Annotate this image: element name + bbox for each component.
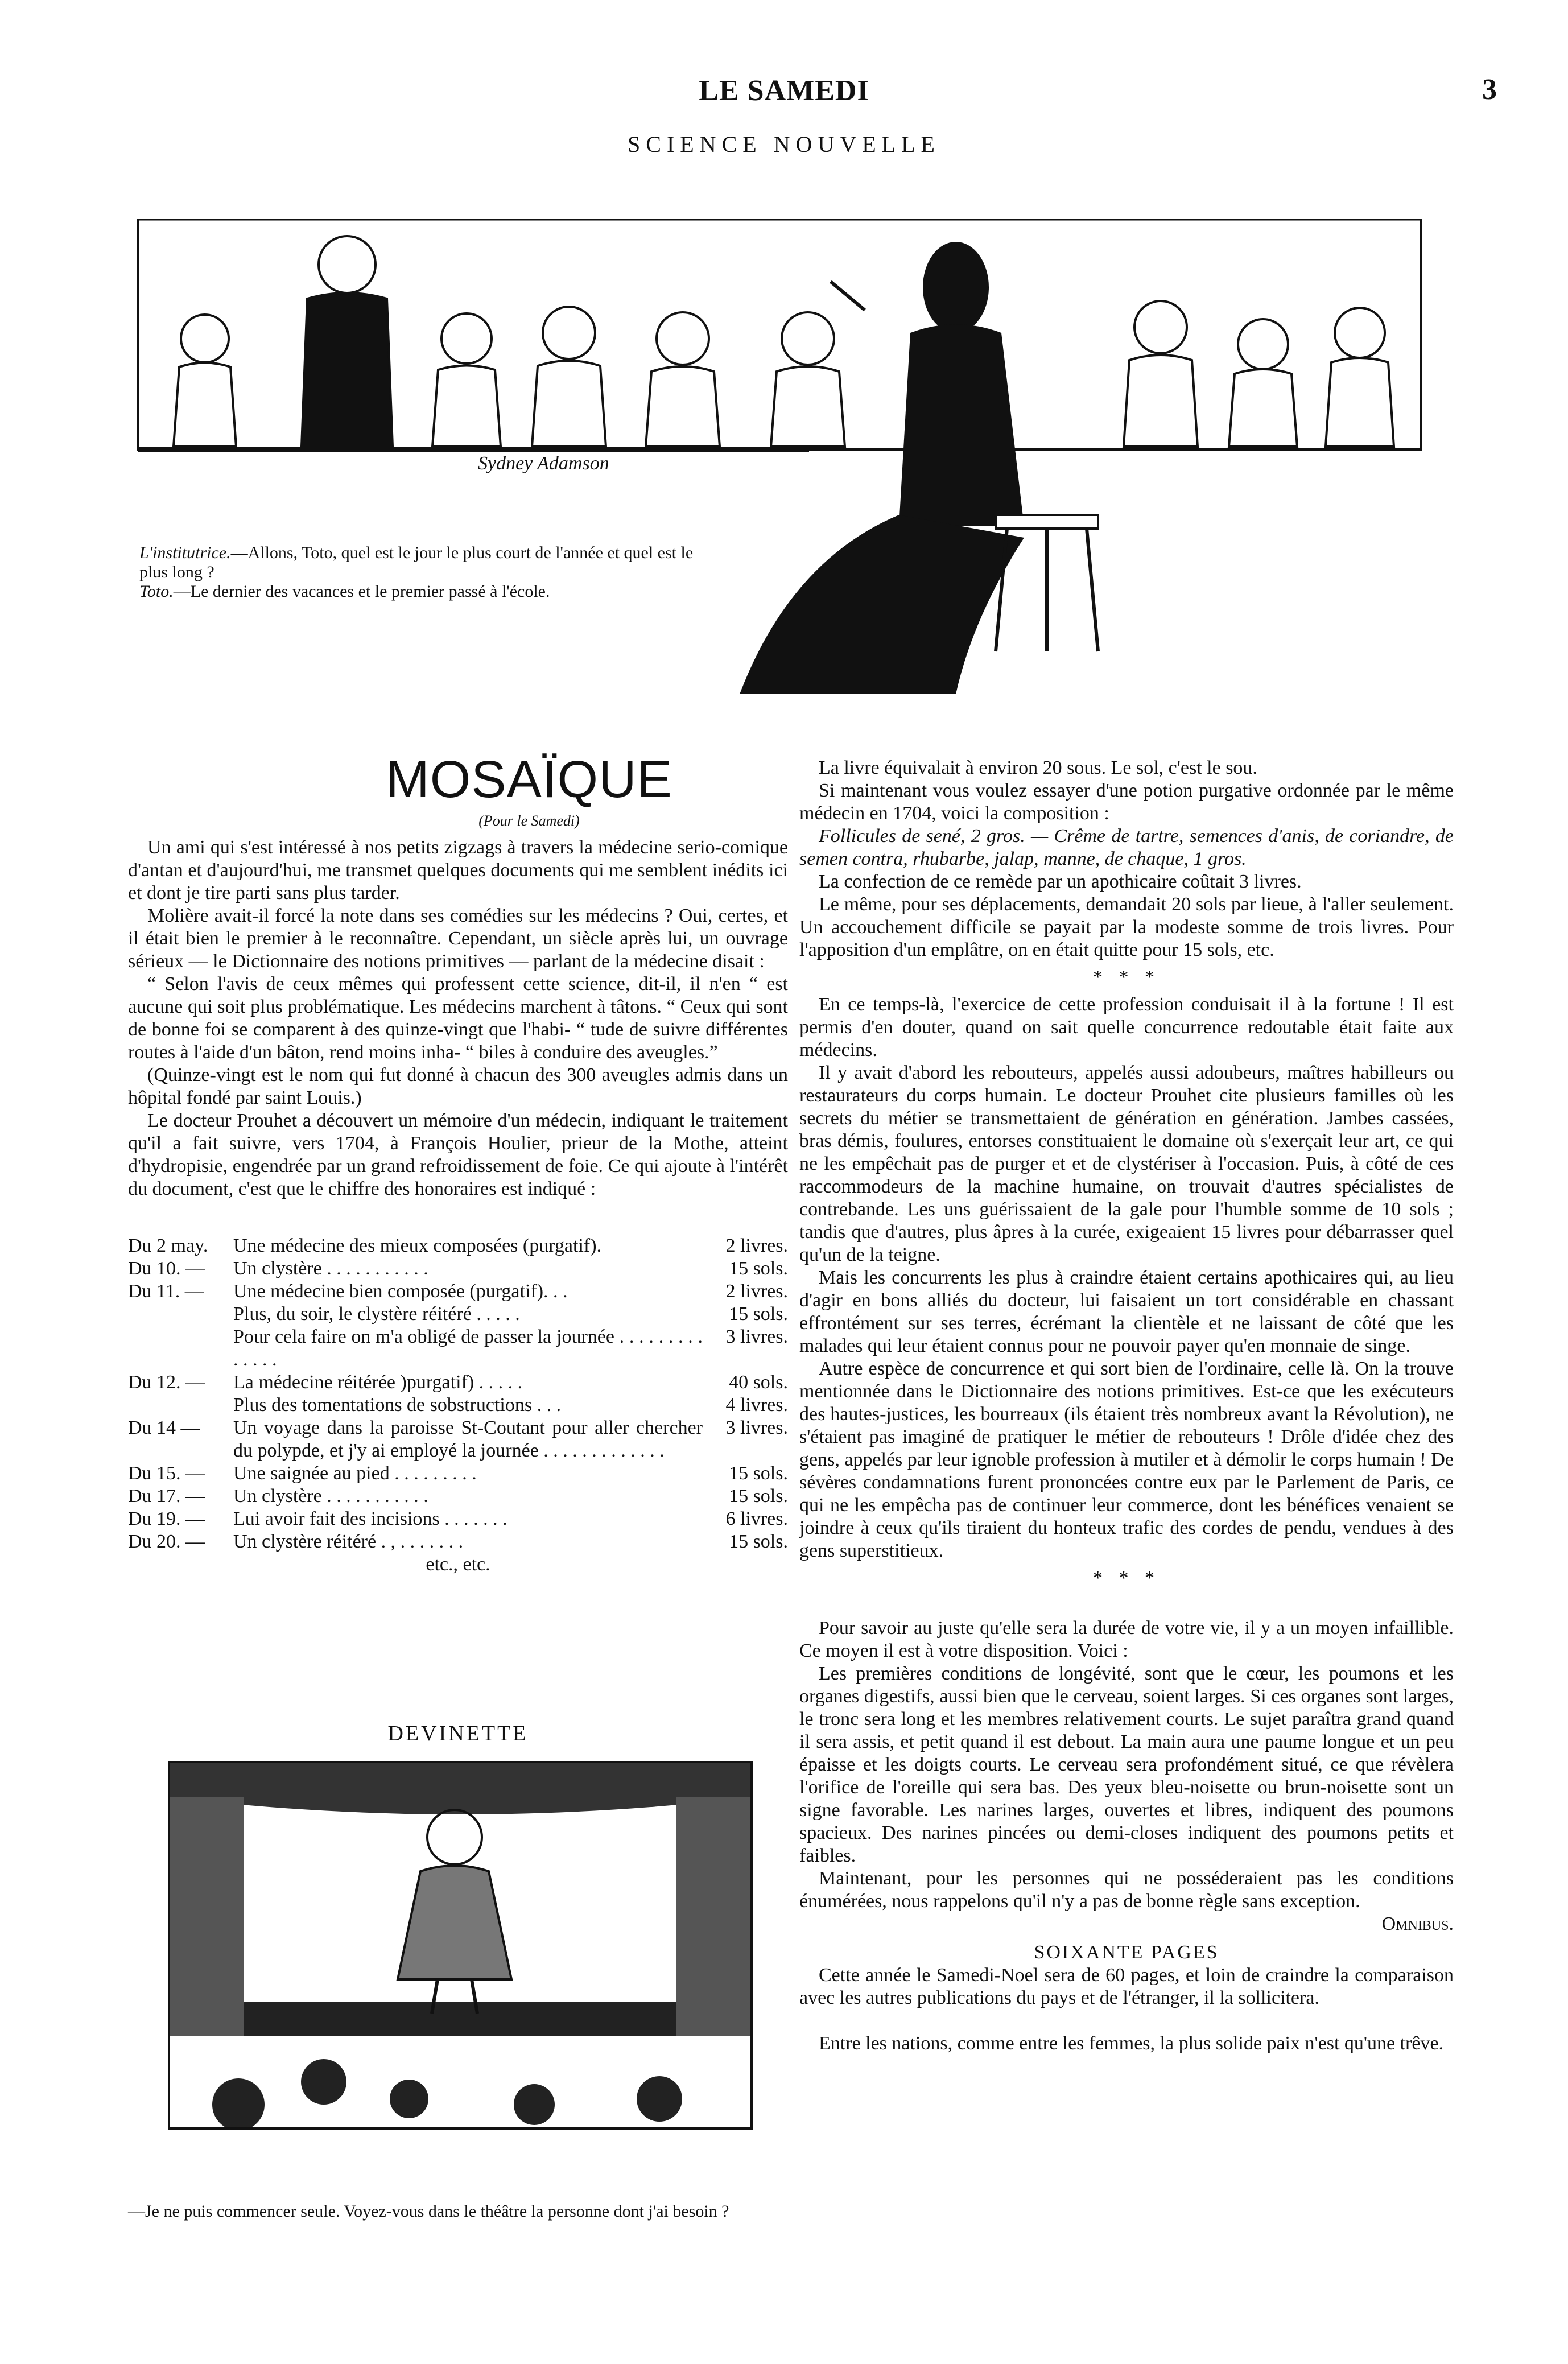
right-paragraph: Les premières conditions de longévité, sont que le cœur, les poumons et les organes digestifs, aussi bien que le cerveau, soient larges. Si ces organes sont larges, le tronc sera long et les membres relativement courts. Le sujet paraîtra grand quand il sera assis, et petit quand il est debout. La main aura une paume longue et un peu épaisse et les doigts courts. Le cerveau sera profondément situé, ce que révèlera l'orifice de l'oreille qui sera bas. Des yeux bleu-noisette ou brun-noisette sont un signe favorable. Les narines larges, ouvertes et libres, indiquent des poumons spacieux. Des narines pincées ou demi-closes indiquent des poumons petits et faibles. xyxy=(799,1663,1454,1866)
right-paragraph: Pour savoir au juste qu'elle sera la durée de votre vie, il y a un moyen infaillible. Ce moyen il est à votre disposition. Voici : xyxy=(799,1618,1454,1661)
table-row: Plus, du soir, le clystère réitéré . . . . . 15 sols. xyxy=(233,1303,788,1325)
section-separator: * * * xyxy=(1093,967,1160,988)
table-row: Du 20. — Un clystère réitéré . , . . . . . . . 15 sols. xyxy=(128,1531,788,1552)
theatre-illustration xyxy=(168,1761,753,2130)
mosaique-paragraph-4: (Quinze-vingt est le nom qui fut donné à chacun des 300 aveugles admis dans un hôpital fondé par saint Louis.) xyxy=(128,1065,788,1108)
accounts-end: etc., etc. xyxy=(426,1554,490,1575)
right-paragraph: Si maintenant vous voulez essayer d'une potion purgative ordonnée par le même médecin en 1704, voici la composition : xyxy=(799,780,1454,824)
artist-signature: Sydney Adamson xyxy=(478,453,609,474)
table-row: Du 12. — La médecine réitérée )purgatif) . . . . . 40 sols. xyxy=(128,1372,788,1393)
caption-speaker-teacher: L'institutrice. xyxy=(139,543,231,562)
table-row: Plus des tomentations de sobstructions . . . 4 livres. xyxy=(233,1395,788,1416)
right-column xyxy=(799,757,1454,2055)
right-paragraph: Maintenant, pour les personnes qui ne posséderaient pas les conditions énumérées, nous rappelons qu'il n'y a pas de bonne règle sans exception. xyxy=(799,1868,1454,1912)
soixante-title: SOIXANTE PAGES xyxy=(1034,1942,1219,1963)
right-paragraph: Il y avait d'abord les rebouteurs, appelés aussi adoubeurs, maîtres habilleurs ou restaurateurs du corps humain. Le docteur Prouhet cite plusieurs familles où les secrets du métier se transmettaient de génération en génération. Jambes cassées, bras démis, foulures, entorses constituaient le domaine où s'exerçait leur art, ce qui ne les empêchait pas de purger et et de clystériser à l'occasion. Puis, à côté de ces raccommodeurs de la machine humaine, on trouvait d'autres spécialistes de contrebande. Les uns guérissaient de la gale pour l'humble somme de 10 sols ; tandis que d'autres, plus âpres à la curée, exigeaient 15 livres pour débarrasser quel qu'un de la teigne. xyxy=(799,1062,1454,1265)
mosaique-title: MOSAÏQUE xyxy=(386,750,672,808)
newspaper-title: LE SAMEDI xyxy=(699,75,869,107)
caption-line-2: —Le dernier des vacances et le premier passé à l'école. xyxy=(173,582,550,601)
mosaique-paragraph-1: Un ami qui s'est intéressé à nos petits zigzags à travers la médecine serio-comique d'antan et d'aujourd'hui, me transmet quelques documents qui me semblent inédits ici et dont je tire parti sans plus tarder. xyxy=(128,837,788,903)
section-separator: * * * xyxy=(1093,1567,1160,1589)
right-paragraph: Autre espèce de concurrence et qui sort bien de l'ordinaire, celle là. On la trouve mentionnée dans le Dictionnaire des notions primitives. Est-ce que les exécuteurs des hautes-justices, les bourreaux (ils étaient très nombreux avant la Révolution), ne s'étaient pas imaginé de pratiquer le métier de rebouteurs ! Drôle d'idée chez des gens, appelés par leur ignoble profession à mutiler et à démolir le corps humain ! De sévères condamnations furent prononcées contre eux par le Parlement de Paris, ce qui ne les empêcha pas de continuer leur commerce, dont les bénéfices venaient se joindre à ceux qu'ils tiraient du honteux trafic des cordes de pendu, vendues à des gens superstitieux. xyxy=(799,1358,1454,1561)
left-column xyxy=(128,836,788,1576)
table-row: Du 10. — Un clystère . . . . . . . . . . . 15 sols. xyxy=(128,1258,788,1279)
classroom-drawing xyxy=(137,219,1422,694)
right-paragraph: Mais les concurrents les plus à craindre étaient certains apothicaires qui, au lieu d'agir en bons alliés du docteur, lui faisaient un tort considérable en chassant effrontément sur ses terres, écrémant la clientèle et ne laissant de côté que les malades qui leur étaient connus pour ne pouvoir payer qu'en monnaie de singe. xyxy=(799,1267,1454,1356)
mosaique-paragraph-5: Le docteur Prouhet a découvert un mémoire d'un médecin, indiquant le traitement qu'il a fait suivre, vers 1704, à François Houlier, prieur de la Mothe, atteint d'hydropisie, engendrée par un grand refroidissement de foie. Ce qui ajoute à l'intérêt du document, c'est que le chiffre des honoraires est indiqué : xyxy=(128,1110,788,1199)
caption-speaker-toto: Toto. xyxy=(139,582,174,601)
mosaique-paragraph-3: “ Selon l'avis de ceux mêmes qui professent cette science, dit-il, il n'en “ est aucune qui soit plus problématique. Les médecins marchent à tâtons. “ Ceux qui sont de bonne foi se comparent à des quinze-vingt que l'habi- “ tude de suivre différentes routes à l'aide d'un bâton, rend moins inha- “ biles à conduire des aveugles.” xyxy=(128,973,788,1063)
author-signature: Omnibus. xyxy=(1381,1913,1454,1934)
right-paragraph: En ce temps-là, l'exercice de cette profession conduisait il à la fortune ! Il est permis d'en douter, quand on sait quelle concurrence redoutable était faite aux médecins. xyxy=(799,994,1454,1061)
mosaique-paragraph-2: Molière avait-il forcé la note dans ses comédies sur les médecins ? Oui, certes, et il était bien le premier à le reconnaître. Cependant, un siècle après lui, un ouvrage sérieux — le Dictionnaire des notions primitives — parlant de la médecine disait : xyxy=(128,905,788,972)
caption-line-1: —Allons, Toto, quel est le jour le plus court de l'année et quel est le plus long ? xyxy=(139,543,694,581)
theatre-drawing xyxy=(170,1763,750,2127)
devinette-caption: —Je ne puis commencer seule. Voyez-vous dans le théâtre la personne dont j'ai besoin ? xyxy=(128,2202,729,2221)
classroom-caption xyxy=(139,543,708,601)
devinette-title: DEVINETTE xyxy=(387,1722,529,1746)
table-row: Du 11. — Une médecine bien composée (purgatif). . . 2 livres. xyxy=(128,1281,788,1302)
section-title: SCIENCE NOUVELLE xyxy=(628,131,940,157)
right-paragraph: Le même, pour ses déplacements, demandait 20 sols par lieue, à l'aller seulement. Un accouchement difficile se payait par la modeste somme de trois livres. Pour l'apposition d'un emplâtre, on en était quitte pour 15 sols, etc. xyxy=(799,894,1454,960)
mosaique-byline: (Pour le Samedi) xyxy=(478,812,580,829)
soixante-text: Cette année le Samedi-Noel sera de 60 pages, et loin de craindre la comparaison avec les autres publications du pays et de l'étranger, il la sollicitera. xyxy=(799,1965,1454,2008)
right-paragraph: La livre équivalait à environ 20 sous. Le sol, c'est le sou. xyxy=(819,757,1257,778)
table-row: Du 17. — Un clystère . . . . . . . . . . . 15 sols. xyxy=(128,1486,788,1507)
closing-maxim: Entre les nations, comme entre les femmes, la plus solide paix n'est qu'une trêve. xyxy=(819,2033,1444,2054)
right-paragraph: La confection de ce remède par un apothicaire coûtait 3 livres. xyxy=(819,871,1302,892)
page-number: 3 xyxy=(1482,73,1497,106)
right-paragraph: Follicules de sené, 2 gros. — Crême de tartre, semences d'anis, de coriandre, de semen contra, rhubarbe, jalap, manne, de chaque, 1 gros. xyxy=(799,826,1454,869)
table-row: Pour cela faire on m'a obligé de passer la journée . . . . . . . . . . . . . . 3 livres. xyxy=(233,1326,788,1370)
table-row: Du 19. — Lui avoir fait des incisions . . . . . . . 6 livres. xyxy=(128,1508,788,1529)
table-row: Du 15. — Une saignée au pied . . . . . . . . . 15 sols. xyxy=(128,1463,788,1484)
table-row: Du 14 — Un voyage dans la paroisse St-Coutant pour aller chercher du polypde, et j'y ai employé la journée . . . . . . . . . . . . . 3 livres. xyxy=(128,1417,788,1461)
table-row: Du 2 may. Une médecine des mieux composées (purgatif). 2 livres. xyxy=(128,1235,788,1256)
fees-table xyxy=(128,1235,788,1553)
classroom-illustration xyxy=(137,219,1422,694)
